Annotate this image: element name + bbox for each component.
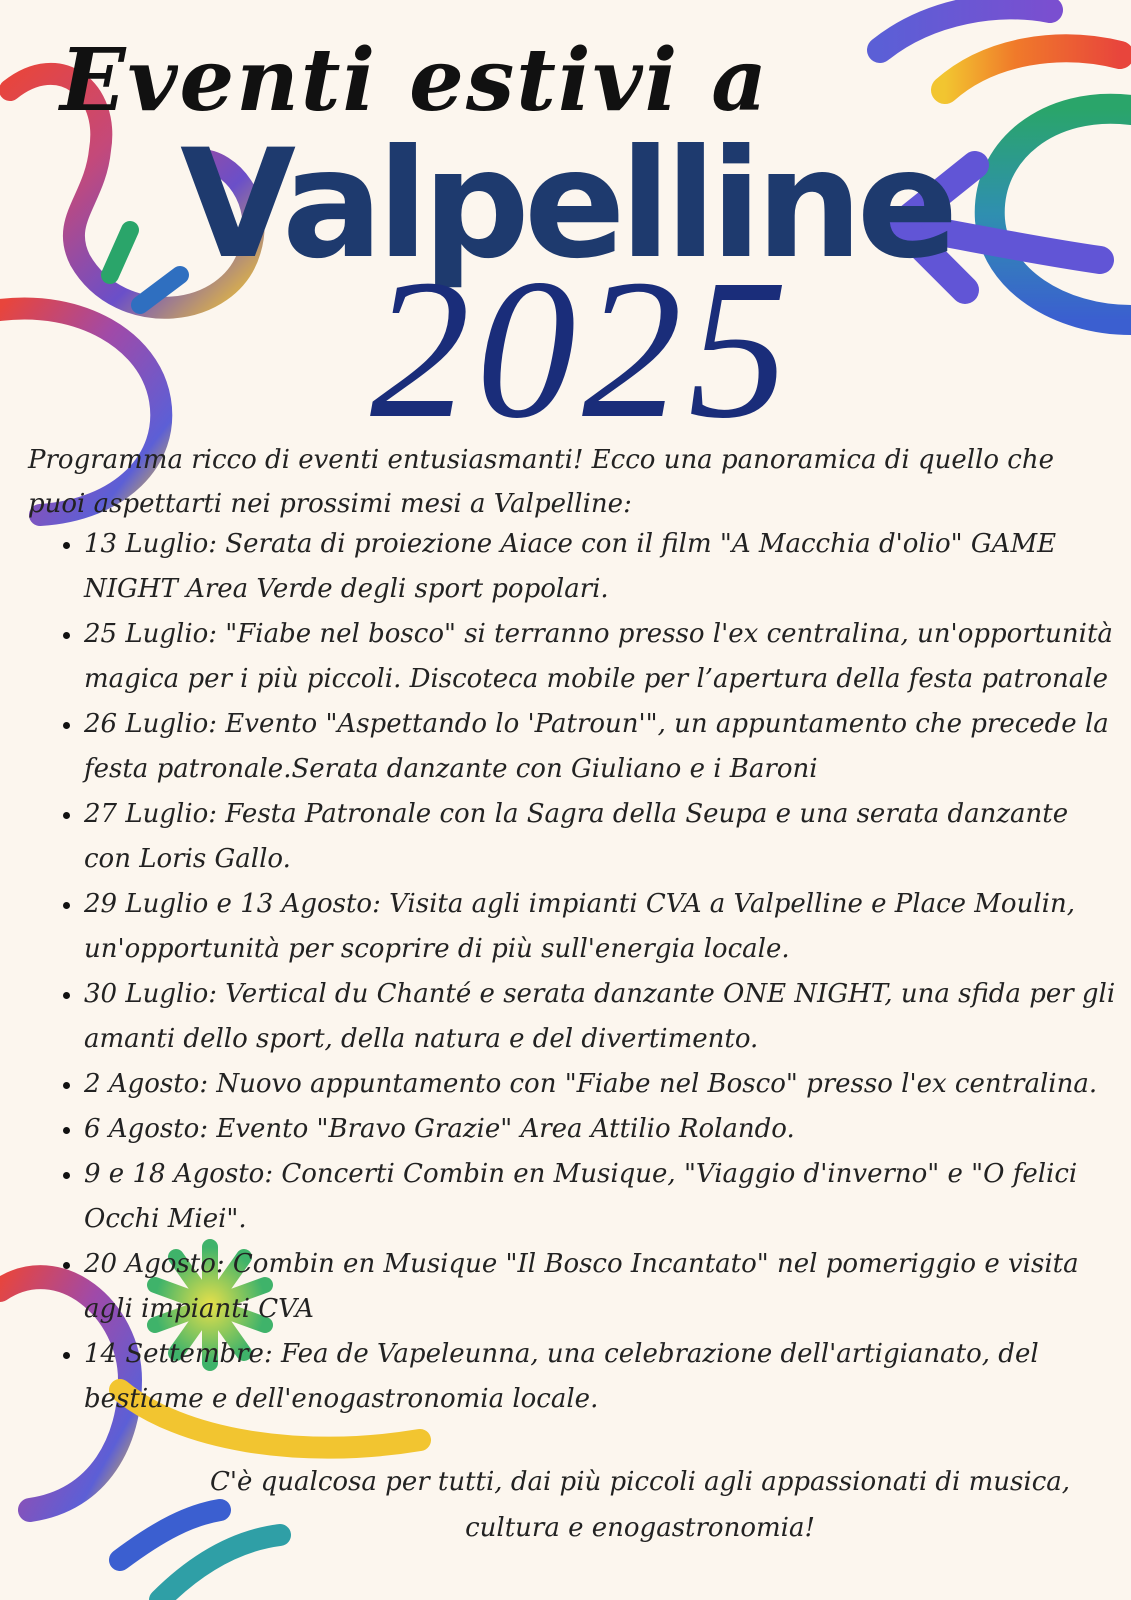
list-item: • 27 Luglio: Festa Patronale con la Sagra della Seupa e una serata danzante con Loris Gallo. [84,792,1118,882]
list-item: • 6 Agosto: Evento "Bravo Grazie" Area Attilio Rolando. [84,1107,1118,1152]
closing-text [180,1459,1100,1551]
swirl-top-right-green [990,109,1131,320]
list-item: • 2 Agosto: Nuovo appuntamento con "Fiabe nel Bosco" presso l'ex centralina. [84,1062,1118,1107]
list-item: • 29 Luglio e 13 Agosto: Visita agli impianti CVA a Valpelline e Place Moulin, un'opportunità per scoprire di più sull'energia locale. [84,882,1118,972]
list-item: • 20 Agosto: Combin en Musique "Il Bosco Incantato" nel pomeriggio e visita agli impianti CVA [84,1242,1118,1332]
list-item: • 30 Luglio: Vertical du Chanté e serata danzante ONE NIGHT, una sfida per gli amanti dello sport, della natura e del divertimento. [84,972,1118,1062]
closing-line-1: C'è qualcosa per tutti, dai più piccoli agli appassionati di musica, [209,1467,1071,1497]
heading-eventi-estivi: Eventi estivi a [60,30,769,131]
dash-teal [110,230,130,275]
list-item: • 25 Luglio: "Fiabe nel bosco" si terranno presso l'ex centralina, un'opportunità magica per i più piccoli. Discoteca mobile per l’apertura della festa patronale [84,612,1118,702]
list-item: • 14 Settembre: Fea de Vapeleunna, una celebrazione dell'artigianato, del bestiame e dell'enogastronomia locale. [84,1332,1118,1422]
list-item: • 26 Luglio: Evento "Aspettando lo 'Patroun'", un appuntamento che precede la festa patronale.Serata danzante con Giuliano e i Baroni [84,702,1118,792]
swirl-top-right-orange [945,48,1120,90]
list-item: • 9 e 18 Agosto: Concerti Combin en Musique, "Viaggio d'inverno" e "O felici Occhi Miei". [84,1152,1118,1242]
events-list [28,522,1118,1422]
year-title: 2025 [370,239,794,460]
valpelline-logo: Valpelline [180,118,953,292]
closing-line-2: cultura e enogastronomia! [465,1513,815,1543]
list-item: • 13 Luglio: Serata di proiezione Aiace con il film "A Macchia d'olio" GAME NIGHT Area Verde degli sport popolari. [84,522,1118,612]
intro-text: Programma ricco di eventi entusiasmanti! Ecco una panoramica di quello che puoi aspettarti nei prossimi mesi a Valpelline: [28,445,1054,519]
